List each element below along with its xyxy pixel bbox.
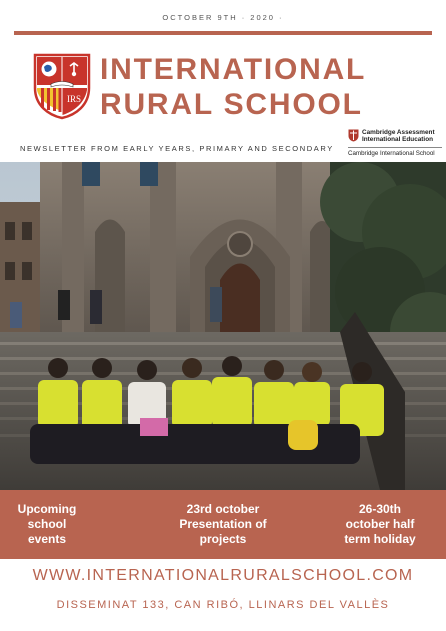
issue-date: OCTOBER 9TH · 2020 · [162, 13, 284, 22]
events-banner [0, 490, 446, 559]
website-link[interactable]: WWW.INTERNATIONALRURALSCHOOL.COM [32, 567, 414, 584]
cambridge-line3: Cambridge International School [348, 147, 442, 157]
school-crest-icon [32, 52, 92, 120]
cambridge-line1: Cambridge Assessment [362, 129, 435, 136]
cambridge-logo [348, 129, 442, 157]
school-title-line1: INTERNATIONAL [100, 53, 367, 86]
school-address: DISSEMINAT 133, CAN RIBÓ, LLINARS DEL VALLÈS [56, 599, 390, 611]
cambridge-shield-icon [348, 129, 359, 142]
cambridge-line2: International Education [362, 136, 434, 143]
school-title-line2: RURAL SCHOOL [100, 88, 363, 121]
svg-text:IRS: IRS [66, 94, 82, 104]
event-half-term: 26-30th october half term holiday [344, 502, 416, 546]
events-heading: Upcoming school events [17, 502, 77, 546]
newsletter-subtitle: NEWSLETTER FROM EARLY YEARS, PRIMARY AND SECONDARY [20, 144, 334, 153]
students-cathedral-photo [0, 162, 446, 490]
event-presentation: 23rd october Presentation of projects [179, 502, 267, 546]
top-divider [14, 31, 432, 35]
